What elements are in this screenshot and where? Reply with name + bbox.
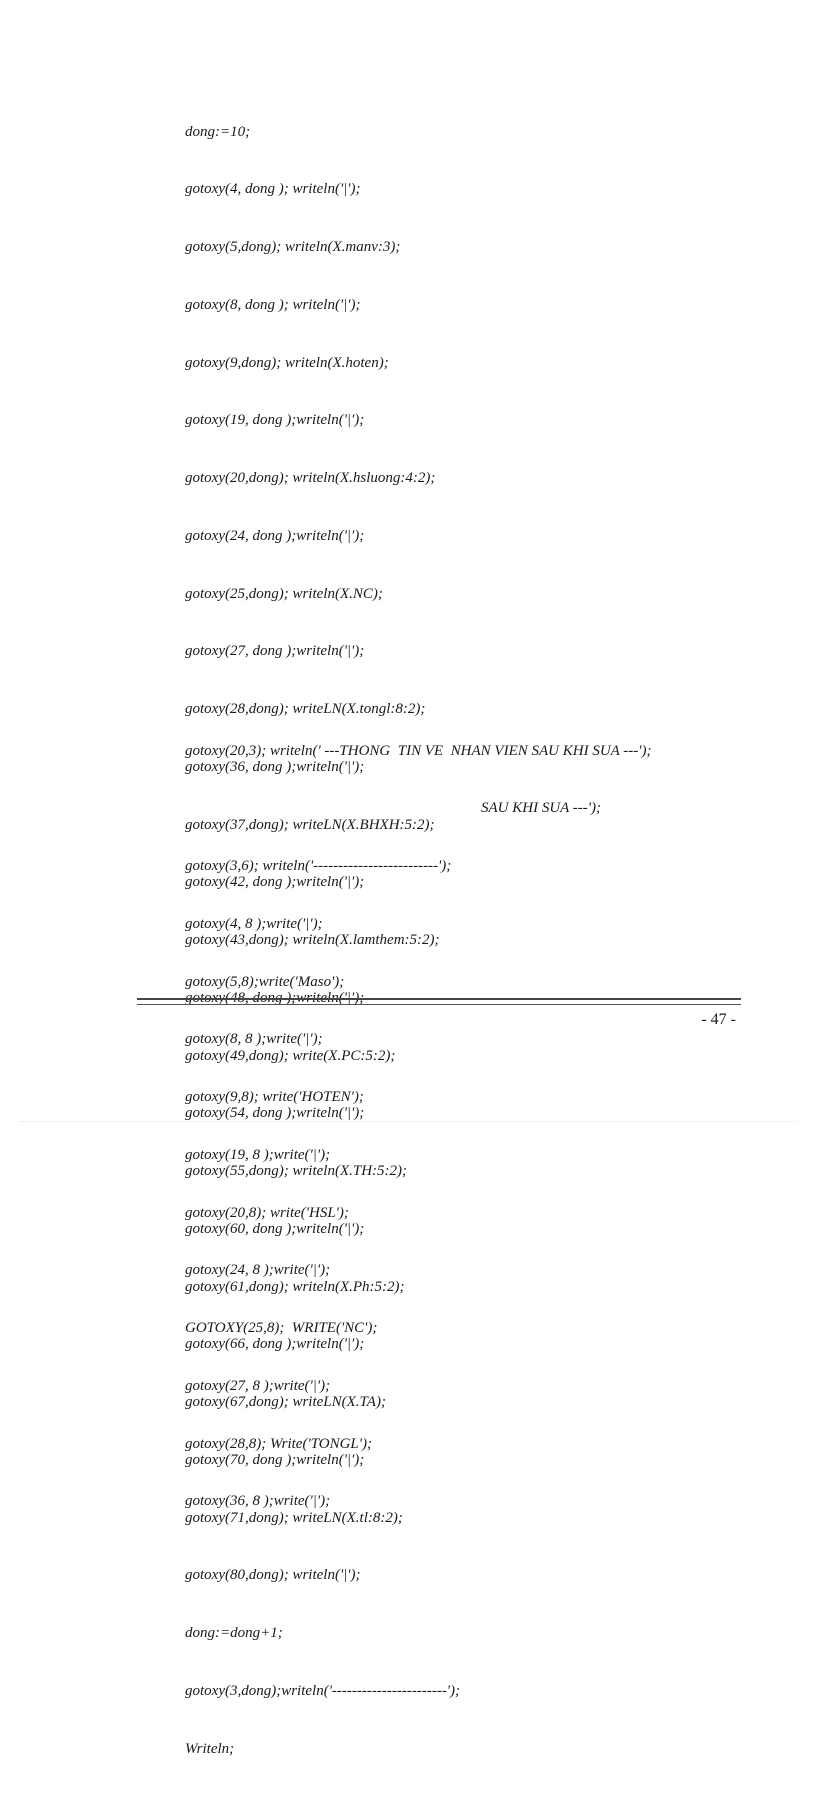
code-line: gotoxy(3,dong);writeln('-----------------------'); (185, 1682, 461, 1699)
code-line: gotoxy(9,dong); writeln(X.hoten); (185, 354, 389, 371)
code-line: gotoxy(37,dong); writeLN(X.BHXH:5:2); (185, 816, 435, 833)
code-line: gotoxy(8, 8 );write('|'); (185, 1031, 323, 1048)
code-line: gotoxy(61,dong); writeln(X.Ph:5:2); (185, 1278, 405, 1295)
footer-rule-thin (137, 1004, 741, 1005)
code-line: gotoxy(48, dong );writeln('|'); (185, 989, 365, 1006)
code-line: gotoxy(5,8);write('Maso'); (185, 973, 345, 990)
code-line: gotoxy(49,dong); write(X.PC:5:2); (185, 1047, 396, 1064)
code-line: GOTOXY(25,8); WRITE('NC'); (185, 1320, 378, 1336)
code-block-header-output (185, 703, 765, 1550)
code-line: gotoxy(4, dong ); writeln('|'); (185, 181, 361, 198)
code-line: gotoxy(70, dong );writeln('|'); (185, 1451, 365, 1468)
code-line: gotoxy(3,6); writeln('-------------------------'); (185, 858, 452, 874)
page-number: - 47 - (701, 1011, 736, 1028)
code-line: gotoxy(66, dong );writeln('|'); (185, 1336, 365, 1353)
code-line-title: gotoxy(20,3); writeln(' ---THONG TIN VE NHAN VIEN SAU KHI SUA ---'); (185, 742, 652, 759)
code-line: gotoxy(43,dong); writeln(X.lamthem:5:2); (185, 932, 440, 948)
code-line: gotoxy(4, 8 );write('|'); (185, 915, 323, 932)
code-line: gotoxy(71,dong); writeLN(X.tl:8:2); (185, 1509, 403, 1526)
code-line: gotoxy(20,8); write('HSL'); (185, 1204, 349, 1221)
code-line: gotoxy(9,8); write('HOTEN'); (185, 1089, 364, 1105)
code-line: gotoxy(54, dong );writeln('|'); (185, 1105, 365, 1122)
code-line: gotoxy(25,dong); writeln(X.NC); (185, 585, 383, 602)
code-line: gotoxy(28,dong); writeLN(X.tongl:8:2); (185, 701, 426, 717)
code-line: gotoxy(42, dong );writeln('|'); (185, 874, 365, 891)
code-line: gotoxy(27, 8 );write('|'); (185, 1377, 331, 1394)
code-line: gotoxy(8, dong ); writeln('|'); (185, 296, 361, 313)
code-line: dong:=10; (185, 123, 251, 140)
code-line: gotoxy(36, dong );writeln('|'); (185, 758, 365, 775)
code-line: dong:=dong+1; (185, 1625, 283, 1641)
code-line: gotoxy(80,dong); writeln('|'); (185, 1567, 361, 1584)
page-bottom-divider (20, 1121, 796, 1122)
code-line: gotoxy(19, dong );writeln('|'); (185, 412, 365, 429)
code-line-continuation: SAU KHI SUA ---'); (481, 800, 601, 817)
footer-rule-thick (137, 998, 741, 1000)
code-line: gotoxy(5,dong); writeln(X.manv:3); (185, 239, 401, 255)
code-line: gotoxy(28,8); Write('TONGL'); (185, 1435, 372, 1452)
code-line: gotoxy(27, dong );writeln('|'); (185, 643, 365, 660)
code-line: gotoxy(67,dong); writeLN(X.TA); (185, 1394, 386, 1410)
code-line: gotoxy(24, 8 );write('|'); (185, 1262, 331, 1279)
code-line: gotoxy(19, 8 );write('|'); (185, 1146, 331, 1163)
code-line: gotoxy(20,dong); writeln(X.hsluong:4:2); (185, 470, 436, 486)
code-line: gotoxy(36, 8 );write('|'); (185, 1493, 331, 1510)
code-line: gotoxy(24, dong );writeln('|'); (185, 527, 365, 544)
code-line: gotoxy(55,dong); writeln(X.TH:5:2); (185, 1163, 408, 1179)
code-line: gotoxy(60, dong );writeln('|'); (185, 1220, 365, 1237)
code-line: Writeln; (185, 1740, 235, 1757)
